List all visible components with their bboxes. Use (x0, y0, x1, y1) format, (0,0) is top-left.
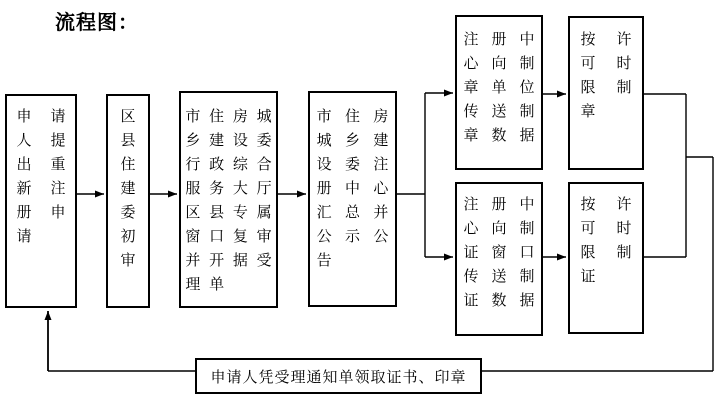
flow-box-cert-making (568, 182, 644, 334)
flow-box-seal-data (455, 15, 543, 170)
flow-box-collect (195, 358, 482, 394)
flow-box-city-recheck-label: 市 住 房 城 乡 建 设 委 行 政 综 合 服 务 大 厅 区 县 专 属 窗 口 复 审 并 开 据 受 理 单 (185, 109, 272, 293)
flow-box-city-recheck (179, 91, 278, 308)
flow-box-district-review-label: 区 县 住 建 委 初 审 (120, 109, 136, 269)
flow-box-apply-label: 申 请 人 提 出 重 新 注 册 申 请 (16, 109, 66, 245)
flow-box-center-publicity (308, 91, 397, 307)
flow-box-collect-label: 申请人凭受理通知单领取证书、印章 (210, 369, 467, 386)
flow-box-cert-data-label: 注 册 中 心 向 制 证 窗 口 传 送 制 证 数 据 (463, 197, 535, 309)
flow-box-seal-data-label: 注 册 中 心 向 制 章 单 位 传 送 制 章 数 据 (463, 32, 535, 144)
flow-box-cert-data (455, 182, 543, 336)
flow-box-seal-making (568, 16, 644, 170)
flow-box-seal-making-label: 按 许 可 时 限 制 章 (580, 32, 632, 120)
flow-box-cert-making-label: 按 许 可 时 限 制 证 (580, 197, 632, 285)
page-title: 流程图： (55, 12, 139, 34)
flow-box-center-publicity-label: 市 住 房 城 乡 建 设 委 注 册 中 心 汇 总 并 公 示 公 告 (316, 109, 389, 269)
flow-box-district-review (106, 94, 150, 308)
flow-box-apply (5, 94, 77, 308)
